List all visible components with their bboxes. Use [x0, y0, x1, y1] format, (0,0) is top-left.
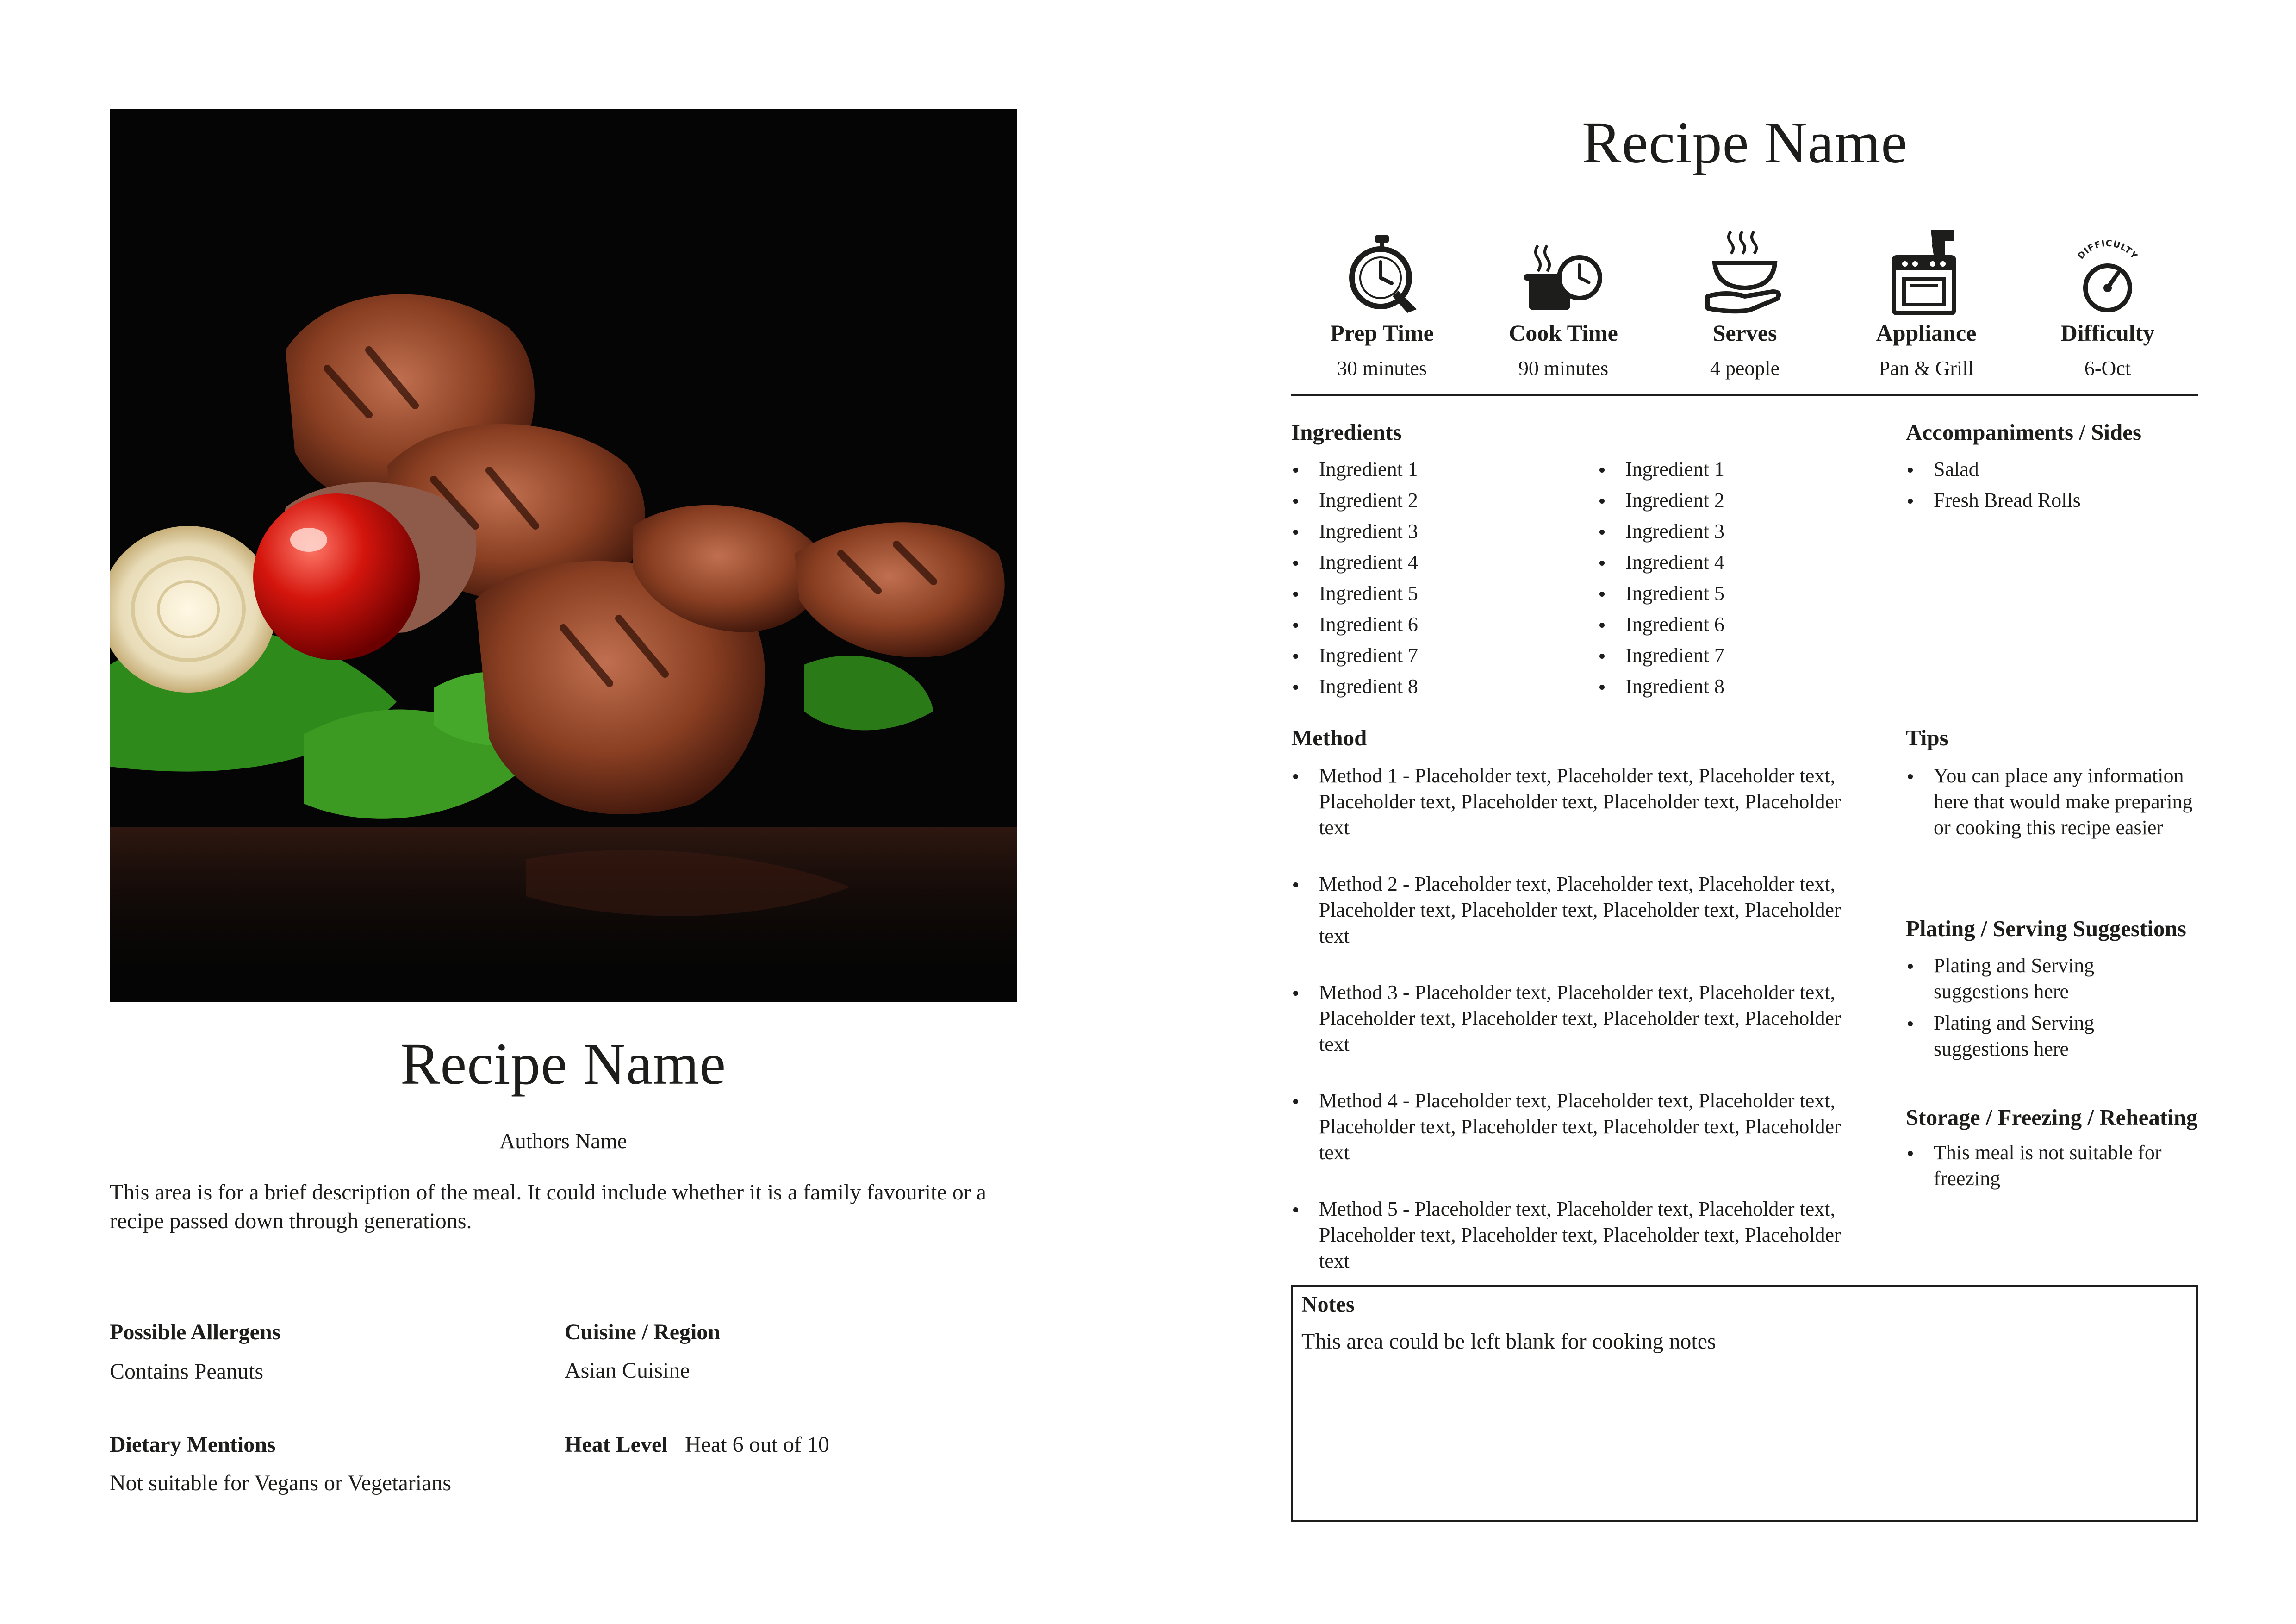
dietary-value: Not suitable for Vegans or Vegetarians	[110, 1471, 452, 1495]
tip-item: You can place any information here that would make preparing or cooking this recipe easier	[1906, 763, 2202, 841]
stat-value: 4 people	[1710, 357, 1780, 380]
ingredients-list-col2	[1598, 454, 1875, 702]
allergens-label: Possible Allergens	[110, 1320, 281, 1344]
stat-prep-time	[1291, 222, 1473, 380]
stat-value: Pan & Grill	[1879, 357, 1974, 380]
ingredient-item: Ingredient 1	[1598, 454, 1875, 485]
ingredients-list-col1	[1291, 454, 1569, 702]
ingredient-item: Ingredient 4	[1291, 547, 1569, 578]
stat-label: Cook Time	[1509, 320, 1618, 346]
stat-label: Serves	[1712, 320, 1777, 346]
recipe-title: Recipe Name	[400, 1031, 726, 1097]
plating-item: Plating and Serving suggestions here	[1906, 953, 2193, 1005]
pot-clock-icon	[1473, 222, 1654, 315]
plating-heading: Plating / Serving Suggestions	[1906, 916, 2186, 941]
stat-difficulty	[2017, 222, 2198, 380]
method-step: Method 1 - Placeholder text, Placeholder text, Placeholder text, Placeholder text, Placeholder text, Placeholder text, Placeholder text	[1291, 763, 1865, 841]
notes-box	[1291, 1285, 2198, 1522]
notes-text: This area could be left blank for cooking notes	[1301, 1329, 1716, 1354]
tips-list	[1906, 763, 2202, 846]
divider-rule	[1291, 394, 2198, 396]
recipe-description: This area is for a brief description of the meal. It could include whether it is a family favourite or a recipe passed down through generations.	[110, 1180, 986, 1233]
ingredient-item: Ingredient 6	[1598, 609, 1875, 640]
heat-level-value: Heat 6 out of 10	[685, 1432, 829, 1457]
stat-cook-time	[1473, 222, 1654, 380]
method-list	[1291, 763, 1865, 1305]
method-heading: Method	[1291, 725, 1367, 750]
stat-value: 6-Oct	[2084, 357, 2131, 380]
method-step: Method 3 - Placeholder text, Placeholder text, Placeholder text, Placeholder text, Placeholder text, Placeholder text, Placeholder text	[1291, 980, 1865, 1057]
oven-mixer-icon	[1836, 222, 2017, 315]
recipe-photo	[110, 109, 1017, 1002]
stat-label: Prep Time	[1330, 320, 1434, 346]
method-step: Method 4 - Placeholder text, Placeholder text, Placeholder text, Placeholder text, Placeholder text, Placeholder text, Placeholder text	[1291, 1088, 1865, 1166]
ingredient-item: Ingredient 4	[1598, 547, 1875, 578]
ingredient-item: Ingredient 6	[1291, 609, 1569, 640]
stat-appliance	[1836, 222, 2017, 380]
ingredient-item: Ingredient 7	[1291, 640, 1569, 671]
cuisine-label: Cuisine / Region	[565, 1320, 721, 1344]
difficulty-gauge-icon	[2017, 222, 2198, 315]
ingredient-item: Ingredient 2	[1291, 485, 1569, 516]
heat-level-label: Heat Level	[565, 1432, 668, 1457]
ingredient-item: Ingredient 8	[1291, 671, 1569, 702]
storage-item: This meal is not suitable for freezing	[1906, 1140, 2193, 1192]
allergens-value: Contains Peanuts	[110, 1359, 263, 1384]
stat-value: 30 minutes	[1337, 357, 1427, 380]
accompaniment-item: Fresh Bread Rolls	[1906, 485, 2193, 516]
tips-heading: Tips	[1906, 725, 1948, 750]
method-step: Method 2 - Placeholder text, Placeholder text, Placeholder text, Placeholder text, Placeholder text, Placeholder text, Placeholder text	[1291, 871, 1865, 949]
stopwatch-icon	[1291, 222, 1473, 315]
accompaniments-list	[1906, 454, 2193, 516]
ingredient-item: Ingredient 5	[1598, 578, 1875, 609]
ingredient-item: Ingredient 3	[1291, 516, 1569, 547]
method-step: Method 5 - Placeholder text, Placeholder text, Placeholder text, Placeholder text, Placeholder text, Placeholder text, Placeholder text	[1291, 1196, 1865, 1274]
ingredient-item: Ingredient 2	[1598, 485, 1875, 516]
stat-label: Appliance	[1876, 320, 1977, 346]
ingredient-item: Ingredient 8	[1598, 671, 1875, 702]
ingredient-item: Ingredient 1	[1291, 454, 1569, 485]
storage-list	[1906, 1140, 2193, 1197]
stat-value: 90 minutes	[1518, 357, 1609, 380]
accompaniments-heading: Accompaniments / Sides	[1906, 419, 2142, 445]
notes-heading: Notes	[1301, 1292, 1355, 1317]
serving-hand-icon	[1654, 222, 1836, 315]
gauge-text: DIFFICULTY	[2076, 238, 2140, 262]
stat-serves	[1654, 222, 1836, 380]
plating-item: Plating and Serving suggestions here	[1906, 1010, 2193, 1062]
stat-label: Difficulty	[2060, 320, 2155, 346]
storage-heading: Storage / Freezing / Reheating	[1906, 1105, 2198, 1130]
svg-text:DIFFICULTY	[2076, 238, 2140, 262]
author-name: Authors Name	[499, 1129, 627, 1153]
plating-list	[1906, 953, 2193, 1068]
ingredients-heading: Ingredients	[1291, 419, 1402, 445]
ingredient-item: Ingredient 5	[1291, 578, 1569, 609]
accompaniment-item: Salad	[1906, 454, 2193, 485]
dietary-label: Dietary Mentions	[110, 1432, 276, 1457]
recipe-title-right: Recipe Name	[1582, 110, 1908, 175]
ingredient-item: Ingredient 3	[1598, 516, 1875, 547]
ingredient-item: Ingredient 7	[1598, 640, 1875, 671]
cuisine-value: Asian Cuisine	[565, 1358, 690, 1383]
